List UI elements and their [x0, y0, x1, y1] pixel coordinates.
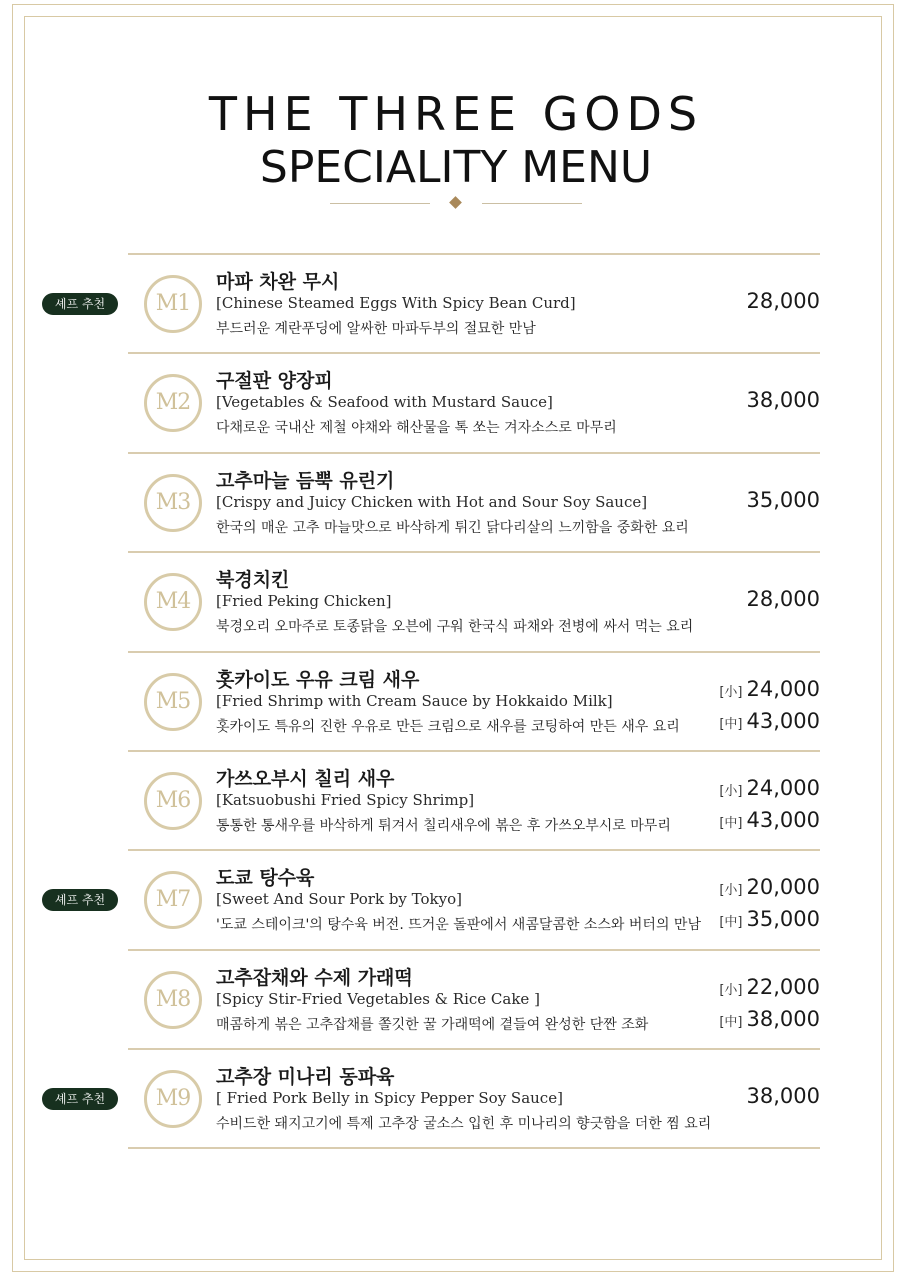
- price-medium-line: [719, 707, 820, 739]
- item-name-english: [Katsuobushi Fried Spicy Shrimp]: [216, 791, 475, 809]
- item-price-small: 24,000: [746, 776, 820, 800]
- menu-title-line2: SPECIALITY MENU: [259, 142, 653, 193]
- item-price: 38,000: [746, 1084, 820, 1108]
- item-name-korean: 홋카이도 우유 크림 새우: [216, 669, 420, 691]
- menu-title-line1: THE THREE GODS: [208, 87, 704, 141]
- price-small-line: [719, 973, 820, 1005]
- item-price: 35,000: [746, 488, 820, 512]
- item-name-korean: 구절판 양장피: [216, 370, 333, 392]
- ornament-line-left: [330, 203, 430, 204]
- item-code-emblem: M3: [144, 474, 202, 532]
- chef-recommend-badge: 셰프 추천: [42, 889, 118, 911]
- item-description: 북경오리 오마주로 토종닭을 오븐에 구워 한국식 파채와 전병에 싸서 먹는 요리: [216, 619, 694, 635]
- size-medium-label: [中]: [719, 1015, 743, 1030]
- price-small-line: [719, 873, 820, 905]
- item-price: 38,000: [746, 388, 820, 412]
- item-code-emblem: M6: [144, 772, 202, 830]
- item-code-emblem: M1: [144, 275, 202, 333]
- row-divider-bottom: [128, 1147, 820, 1149]
- item-code-emblem: M5: [144, 673, 202, 731]
- item-price-small: 22,000: [746, 975, 820, 999]
- item-price-small: 20,000: [746, 875, 820, 899]
- item-code-emblem: M4: [144, 573, 202, 631]
- item-name-korean: 도쿄 탕수육: [216, 867, 315, 889]
- item-price-medium: 43,000: [746, 709, 820, 733]
- item-name-english: [Crispy and Juicy Chicken with Hot and Sour Soy Sauce]: [216, 493, 648, 511]
- menu-item-row[interactable]: [128, 653, 820, 751]
- item-code-emblem: M8: [144, 971, 202, 1029]
- item-name-korean: 마파 차완 무시: [216, 271, 340, 293]
- price-small-line: [719, 675, 820, 707]
- item-name-english: [ Fried Pork Belly in Spicy Pepper Soy Sauce]: [216, 1089, 563, 1107]
- item-price-group: [719, 675, 820, 739]
- size-small-label: [小]: [719, 784, 743, 799]
- item-name-english: [Sweet And Sour Pork by Tokyo]: [216, 890, 462, 908]
- item-price-group: [719, 774, 820, 838]
- item-name-korean: 가쓰오부시 칠리 새우: [216, 768, 395, 790]
- price-medium-line: [719, 1005, 820, 1037]
- item-name-korean: 고추마늘 듬뿍 유린기: [216, 470, 395, 492]
- item-name-english: [Spicy Stir-Fried Vegetables & Rice Cake ]: [216, 990, 540, 1008]
- item-price: 28,000: [746, 289, 820, 313]
- item-description: 부드러운 계란푸딩에 알싸한 마파두부의 절묘한 만남: [216, 321, 536, 337]
- item-price-group: [719, 873, 820, 937]
- item-name-english: [Fried Shrimp with Cream Sauce by Hokkaido Milk]: [216, 692, 613, 710]
- menu-item-row[interactable]: [128, 951, 820, 1049]
- item-name-english: [Vegetables & Seafood with Mustard Sauce]: [216, 393, 553, 411]
- item-price-medium: 43,000: [746, 808, 820, 832]
- size-medium-label: [中]: [719, 816, 743, 831]
- item-price-small: 24,000: [746, 677, 820, 701]
- item-name-english: [Fried Peking Chicken]: [216, 592, 392, 610]
- item-code-emblem: M2: [144, 374, 202, 432]
- price-small-line: [719, 774, 820, 806]
- ornament-line-right: [482, 203, 582, 204]
- item-description: 다채로운 국내산 제철 야채와 해산물을 톡 쏘는 겨자소스로 마무리: [216, 420, 617, 436]
- item-price-group: [719, 973, 820, 1037]
- item-price-medium: 35,000: [746, 907, 820, 931]
- price-medium-line: [719, 806, 820, 838]
- menu-item-row[interactable]: [54, 255, 820, 353]
- menu-item-row[interactable]: [54, 1050, 820, 1148]
- menu-item-row[interactable]: [128, 752, 820, 850]
- item-code-emblem: M7: [144, 871, 202, 929]
- size-medium-label: [中]: [719, 717, 743, 732]
- item-description: 통통한 통새우를 바삭하게 튀겨서 칠리새우에 볶은 후 가쓰오부시로 마무리: [216, 818, 671, 834]
- item-description: 매콤하게 볶은 고추잡채를 쫄깃한 꿀 가래떡에 곁들여 완성한 단짠 조화: [216, 1017, 649, 1033]
- size-small-label: [小]: [719, 685, 743, 700]
- size-medium-label: [中]: [719, 915, 743, 930]
- item-description: 홋카이도 특유의 진한 우유로 만든 크림으로 새우를 코팅하여 만든 새우 요리: [216, 719, 680, 735]
- item-description: 수비드한 돼지고기에 특제 고추장 굴소스 입힌 후 미나리의 향긋함을 더한 찜 요리: [216, 1116, 712, 1132]
- item-price-medium: 38,000: [746, 1007, 820, 1031]
- menu-item-row[interactable]: [128, 454, 820, 552]
- item-description: 한국의 매운 고추 마늘맛으로 바삭하게 튀긴 닭다리살의 느끼함을 중화한 요리: [216, 520, 689, 536]
- item-name-korean: 고추장 미나리 동파육: [216, 1066, 395, 1088]
- chef-recommend-badge: 셰프 추천: [42, 1088, 118, 1110]
- item-name-english: [Chinese Steamed Eggs With Spicy Bean Curd]: [216, 294, 576, 312]
- item-price: 28,000: [746, 587, 820, 611]
- price-medium-line: [719, 905, 820, 937]
- menu-item-row[interactable]: [128, 553, 820, 651]
- item-name-korean: 고추잡채와 수제 가래떡: [216, 967, 413, 989]
- item-description: '도쿄 스테이크'의 탕수육 버전. 뜨거운 돌판에서 새콤달콤한 소스와 버터의 만남: [216, 917, 701, 933]
- menu-item-row[interactable]: [128, 354, 820, 452]
- menu-item-row[interactable]: [54, 851, 820, 949]
- size-small-label: [小]: [719, 883, 743, 898]
- item-name-korean: 북경치킨: [216, 569, 290, 591]
- item-code-emblem: M9: [144, 1070, 202, 1128]
- size-small-label: [小]: [719, 983, 743, 998]
- chef-recommend-badge: 셰프 추천: [42, 293, 118, 315]
